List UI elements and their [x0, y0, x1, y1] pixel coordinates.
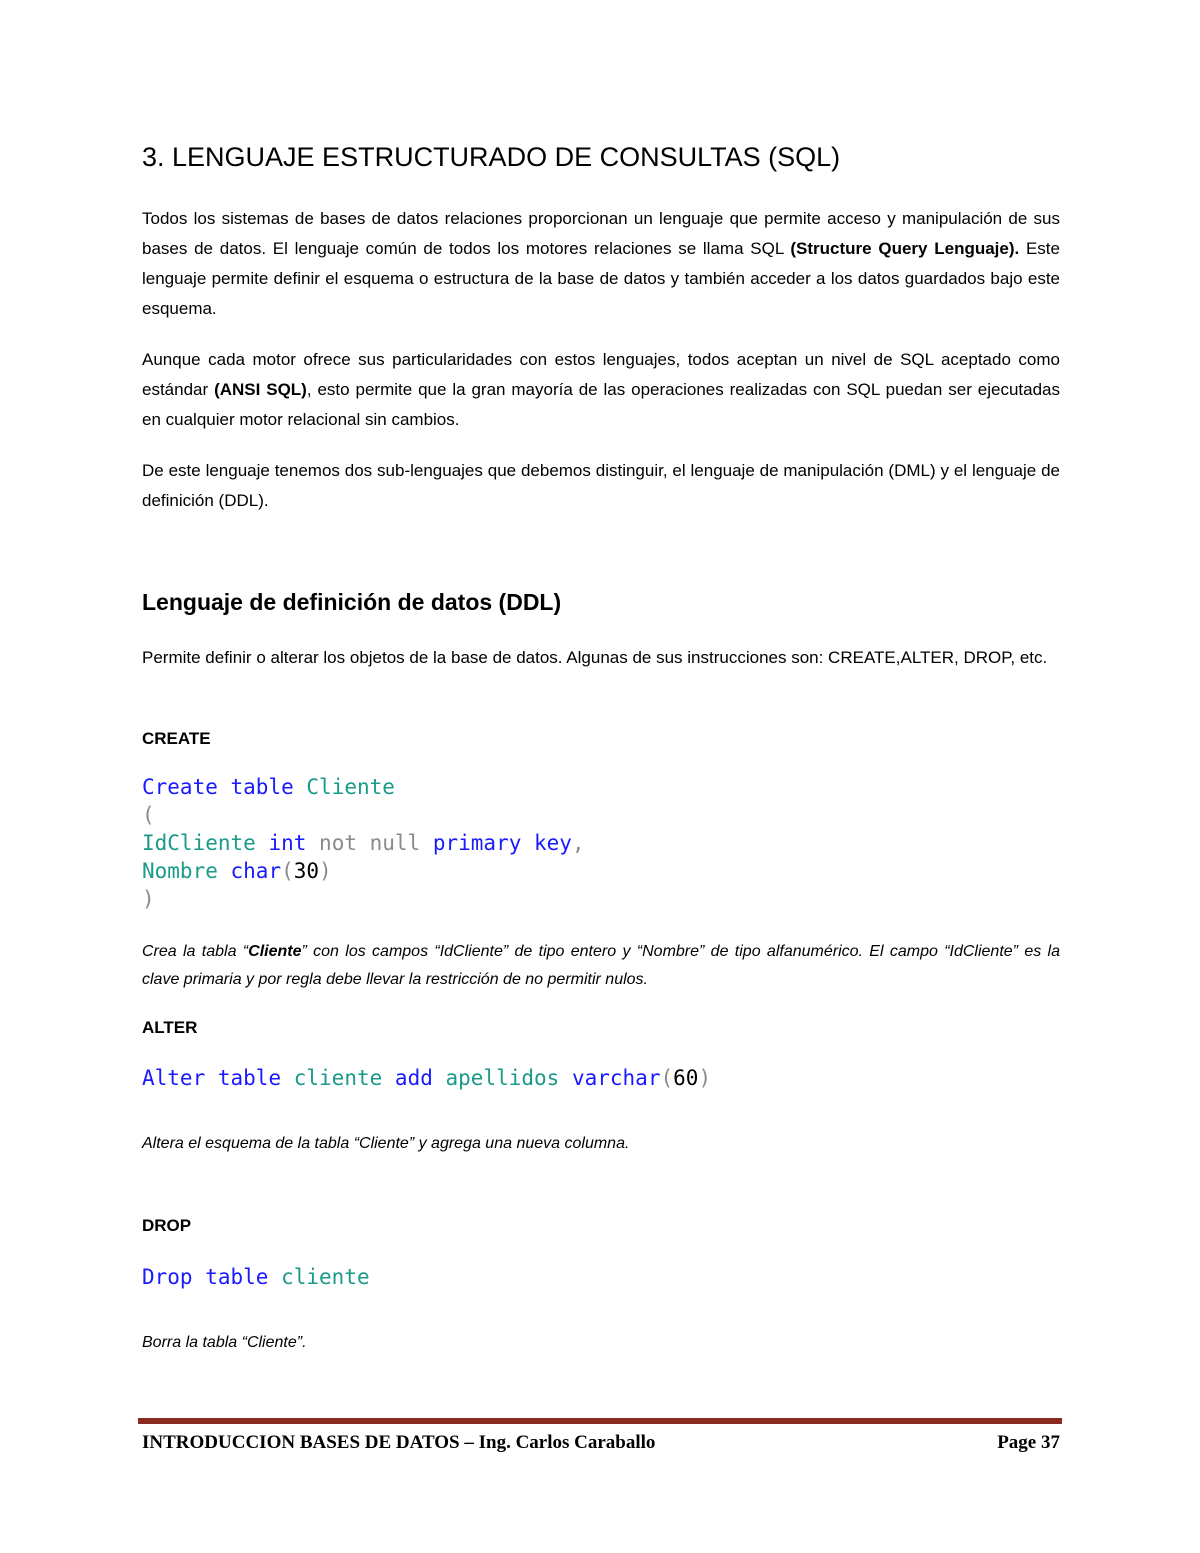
note-text: Crea la tabla “ — [142, 943, 249, 960]
code-keyword: Create — [142, 775, 218, 799]
paragraph-text: Aunque cada motor ofrece sus particularidades con estos lenguajes, todos aceptan un nivel de SQL aceptado como estándar — [142, 350, 1060, 399]
code-punctuation: ( — [660, 1066, 674, 1090]
code-keyword: add — [394, 1066, 433, 1090]
paragraph-text: Este lenguaje permite definir el esquema o estructura de la base de datos y también acceder a los datos guardados bajo este esquema. — [142, 239, 1060, 318]
drop-code-block — [142, 1263, 370, 1291]
code-identifier: Nombre — [142, 859, 218, 883]
code-keyword: varchar — [571, 1066, 661, 1090]
subsection-heading: Lenguaje de definición de datos (DDL) — [142, 589, 562, 615]
drop-label: DROP — [142, 1216, 192, 1235]
code-number: 30 — [293, 859, 320, 883]
code-identifier: cliente — [281, 1265, 370, 1289]
code-identifier: apellidos — [445, 1066, 560, 1090]
paragraph-intro — [142, 204, 1060, 324]
paragraph-bold-text: (Structure Query Lenguaje). — [790, 239, 1020, 258]
code-identifier: cliente — [293, 1066, 383, 1090]
alter-label: ALTER — [142, 1018, 198, 1037]
footer-rule — [138, 1418, 1062, 1424]
code-punctuation: ) — [319, 859, 332, 883]
code-keyword: table — [230, 775, 294, 799]
note-text: ” con los campos “IdCliente” de tipo entero y “Nombre” de tipo alfanumérico. El campo “IdCliente” es la clave primaria y por regla debe llevar la restricción de no permitir nulos. — [142, 943, 1060, 988]
paragraph-sublanguages: De este lenguaje tenemos dos sub-lenguajes que debemos distinguir, el lenguaje de manipulación (DML) y el lenguaje de definición (DDL). — [142, 461, 1060, 510]
code-keyword: table — [217, 1066, 282, 1090]
code-punctuation: ) — [698, 1066, 712, 1090]
create-label: CREATE — [142, 729, 211, 748]
code-keyword: Drop — [142, 1265, 193, 1289]
drop-description: Borra la tabla “Cliente”. — [142, 1334, 307, 1351]
alter-description: Altera el esquema de la tabla “Cliente” y agrega una nueva columna. — [142, 1135, 630, 1152]
paragraph-bold-text: (ANSI SQL) — [214, 380, 307, 399]
code-keyword: table — [205, 1265, 269, 1289]
code-keyword: Alter — [142, 1066, 206, 1090]
code-punctuation: ) — [142, 887, 155, 911]
paragraph-ansi — [142, 345, 1060, 435]
code-keyword: primary key — [432, 831, 572, 855]
paragraph-text: , esto permite que la gran mayoría de las operaciones realizadas con SQL puedan ser ejecutadas en cualquier motor relacional sin cambios. — [142, 380, 1060, 429]
page-number: Page 37 — [997, 1432, 1060, 1453]
code-constraint: not null — [319, 831, 421, 855]
code-punctuation: , — [571, 831, 585, 855]
code-number: 60 — [673, 1066, 699, 1090]
paragraph-ddl-intro: Permite definir o alterar los objetos de la base de datos. Algunas de sus instrucciones son: CREATE,ALTER, DROP, etc. — [142, 648, 1048, 667]
paragraph-text: Todos los sistemas de bases de datos relaciones proporcionan un lenguaje que permite acceso y manipulación de sus bases de datos. El lenguaje común de todos los motores relaciones se llama SQL — [142, 209, 1060, 258]
note-bold-text: Cliente — [248, 943, 302, 960]
code-identifier: Cliente — [306, 775, 395, 799]
code-keyword: char — [230, 859, 282, 883]
footer-title: INTRODUCCION BASES DE DATOS – Ing. Carlos Caraballo — [142, 1432, 656, 1453]
create-description — [142, 938, 1060, 994]
create-code-block — [142, 773, 585, 913]
section-heading: 3. LENGUAJE ESTRUCTURADO DE CONSULTAS (SQL) — [142, 142, 841, 172]
code-identifier: IdCliente — [142, 831, 256, 855]
code-punctuation: ( — [281, 859, 294, 883]
code-keyword: int — [268, 831, 307, 855]
alter-code-block — [142, 1064, 711, 1092]
code-punctuation: ( — [142, 803, 155, 827]
